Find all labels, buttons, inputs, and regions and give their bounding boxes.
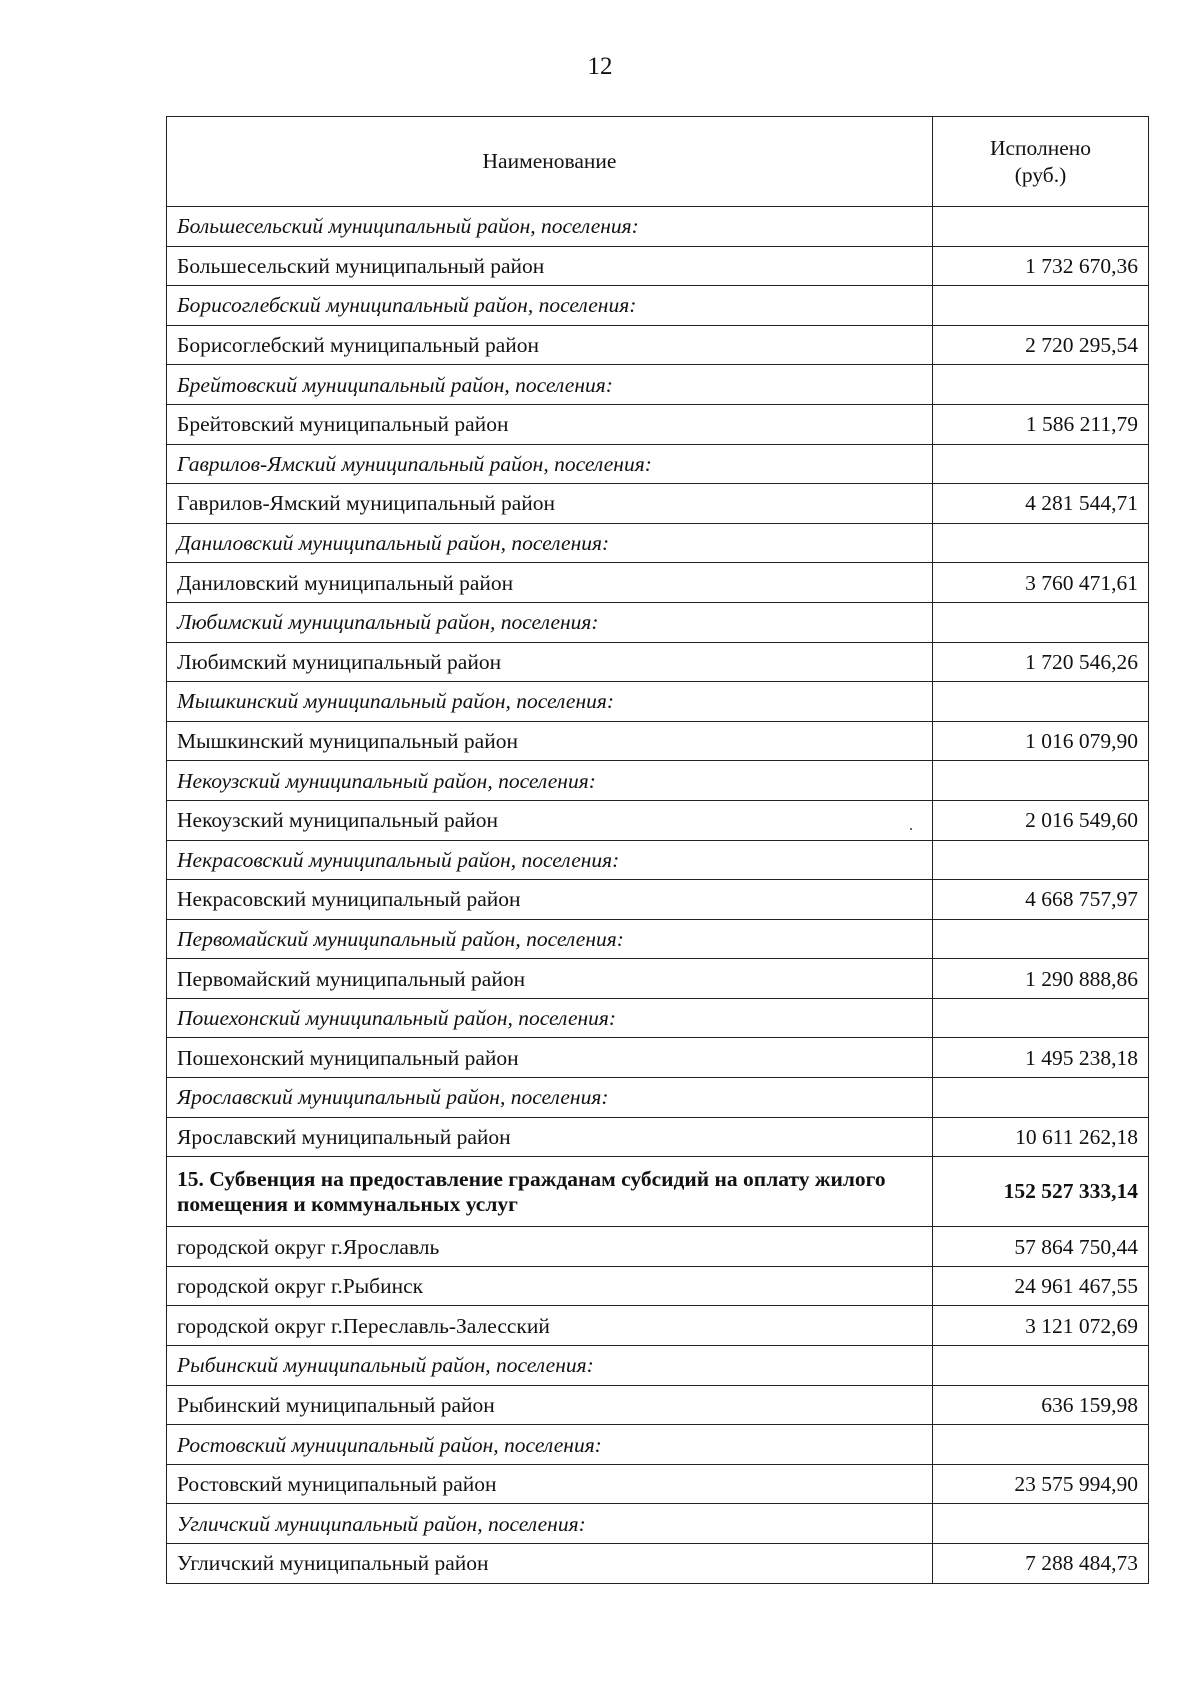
group-row [167, 682, 1149, 722]
table-row [167, 721, 1149, 761]
row-name: Некрасовский муниципальный район [167, 880, 933, 920]
budget-table [166, 116, 1149, 1584]
table-row [167, 959, 1149, 999]
row-value: 10 611 262,18 [933, 1117, 1149, 1157]
table-header [167, 117, 1149, 207]
row-value: 1 720 546,26 [933, 642, 1149, 682]
row-name: Ярославский муниципальный район, поселения: [167, 1078, 933, 1118]
row-value: 24 961 467,55 [933, 1266, 1149, 1306]
row-name: Рыбинский муниципальный район, поселения: [167, 1346, 933, 1386]
group-row [167, 602, 1149, 642]
row-value: 152 527 333,14 [933, 1157, 1149, 1227]
row-value [933, 207, 1149, 247]
row-value: 2 016 549,60 [933, 800, 1149, 840]
row-value [933, 840, 1149, 880]
row-name: Брейтовский муниципальный район, поселения: [167, 365, 933, 405]
row-name: Ярославский муниципальный район [167, 1117, 933, 1157]
row-name: Брейтовский муниципальный район [167, 404, 933, 444]
table-row [167, 1464, 1149, 1504]
row-value: 1 586 211,79 [933, 404, 1149, 444]
header-value-line1: Исполнено [989, 135, 1092, 160]
row-value: 1 016 079,90 [933, 721, 1149, 761]
row-value [933, 998, 1149, 1038]
page-number: 12 [587, 53, 613, 80]
row-value [933, 1425, 1149, 1465]
row-name: Даниловский муниципальный район [167, 563, 933, 603]
group-row [167, 998, 1149, 1038]
row-name: Первомайский муниципальный район, поселения: [167, 919, 933, 959]
table-row [167, 404, 1149, 444]
group-row [167, 365, 1149, 405]
row-name: Гаврилов-Ямский муниципальный район, поселения: [167, 444, 933, 484]
row-name: Пошехонский муниципальный район, поселения: [167, 998, 933, 1038]
row-value: 57 864 750,44 [933, 1227, 1149, 1267]
group-row [167, 919, 1149, 959]
table-row [167, 1117, 1149, 1157]
row-value: 4 668 757,97 [933, 880, 1149, 920]
group-row [167, 286, 1149, 326]
row-name: Гаврилов-Ямский муниципальный район [167, 484, 933, 524]
table-row [167, 880, 1149, 920]
table-row [167, 800, 1149, 840]
section-row [167, 1157, 1149, 1227]
table-row [167, 1544, 1149, 1584]
row-name: городской округ г.Ярославль [167, 1227, 933, 1267]
row-name: Борисоглебский муниципальный район, поселения: [167, 286, 933, 326]
row-name: Угличский муниципальный район, поселения: [167, 1504, 933, 1544]
row-value [933, 919, 1149, 959]
row-value: 3 121 072,69 [933, 1306, 1149, 1346]
row-name: Угличский муниципальный район [167, 1544, 933, 1584]
row-name: Некоузский муниципальный район, поселения: [167, 761, 933, 801]
table-row [167, 563, 1149, 603]
row-name: Мышкинский муниципальный район, поселения: [167, 682, 933, 722]
row-value [933, 761, 1149, 801]
group-row [167, 444, 1149, 484]
row-value [933, 523, 1149, 563]
row-name: Пошехонский муниципальный район [167, 1038, 933, 1078]
table-row [167, 1038, 1149, 1078]
row-name: Ростовский муниципальный район [167, 1464, 933, 1504]
group-row [167, 523, 1149, 563]
group-row [167, 840, 1149, 880]
header-row [167, 117, 1149, 207]
row-value: 1 495 238,18 [933, 1038, 1149, 1078]
group-row [167, 1078, 1149, 1118]
row-value [933, 1504, 1149, 1544]
row-name: Любимский муниципальный район [167, 642, 933, 682]
table-row [167, 1385, 1149, 1425]
header-value-line2: (руб.) [1014, 162, 1067, 187]
row-name: Большесельский муниципальный район [167, 246, 933, 286]
row-name: Рыбинский муниципальный район [167, 1385, 933, 1425]
row-name: Мышкинский муниципальный район [167, 721, 933, 761]
table-row [167, 1227, 1149, 1267]
group-row [167, 207, 1149, 247]
row-value: 2 720 295,54 [933, 325, 1149, 365]
row-value [933, 286, 1149, 326]
table-row [167, 246, 1149, 286]
row-value: 4 281 544,71 [933, 484, 1149, 524]
row-value [933, 682, 1149, 722]
table-body [167, 207, 1149, 1584]
group-row [167, 1504, 1149, 1544]
row-name: Некрасовский муниципальный район, поселения: [167, 840, 933, 880]
row-value: 7 288 484,73 [933, 1544, 1149, 1584]
row-name: Борисоглебский муниципальный район [167, 325, 933, 365]
row-value [933, 1078, 1149, 1118]
table-row [167, 484, 1149, 524]
header-value [933, 117, 1149, 207]
row-name: Ростовский муниципальный район, поселения: [167, 1425, 933, 1465]
row-value: 23 575 994,90 [933, 1464, 1149, 1504]
row-name: Любимский муниципальный район, поселения: [167, 602, 933, 642]
table-row [167, 325, 1149, 365]
group-row [167, 1425, 1149, 1465]
row-value [933, 602, 1149, 642]
row-name: 15. Субвенция на предоставление гражданам субсидий на оплату жилого помещения и коммунальных услуг [167, 1157, 933, 1227]
row-name: Большесельский муниципальный район, поселения: [167, 207, 933, 247]
row-name: Некоузский муниципальный район [167, 800, 933, 840]
table-row [167, 1306, 1149, 1346]
table-row [167, 1266, 1149, 1306]
row-name: городской округ г.Переславль-Залесский [167, 1306, 933, 1346]
scan-artifact [910, 828, 912, 830]
row-value [933, 444, 1149, 484]
table-row [167, 642, 1149, 682]
header-name: Наименование [167, 117, 933, 207]
row-value: 3 760 471,61 [933, 563, 1149, 603]
row-value [933, 1346, 1149, 1386]
row-name: Даниловский муниципальный район, поселения: [167, 523, 933, 563]
row-value: 1 732 670,36 [933, 246, 1149, 286]
group-row [167, 1346, 1149, 1386]
row-value: 636 159,98 [933, 1385, 1149, 1425]
row-value [933, 365, 1149, 405]
row-value: 1 290 888,86 [933, 959, 1149, 999]
group-row [167, 761, 1149, 801]
row-name: Первомайский муниципальный район [167, 959, 933, 999]
row-name: городской округ г.Рыбинск [167, 1266, 933, 1306]
